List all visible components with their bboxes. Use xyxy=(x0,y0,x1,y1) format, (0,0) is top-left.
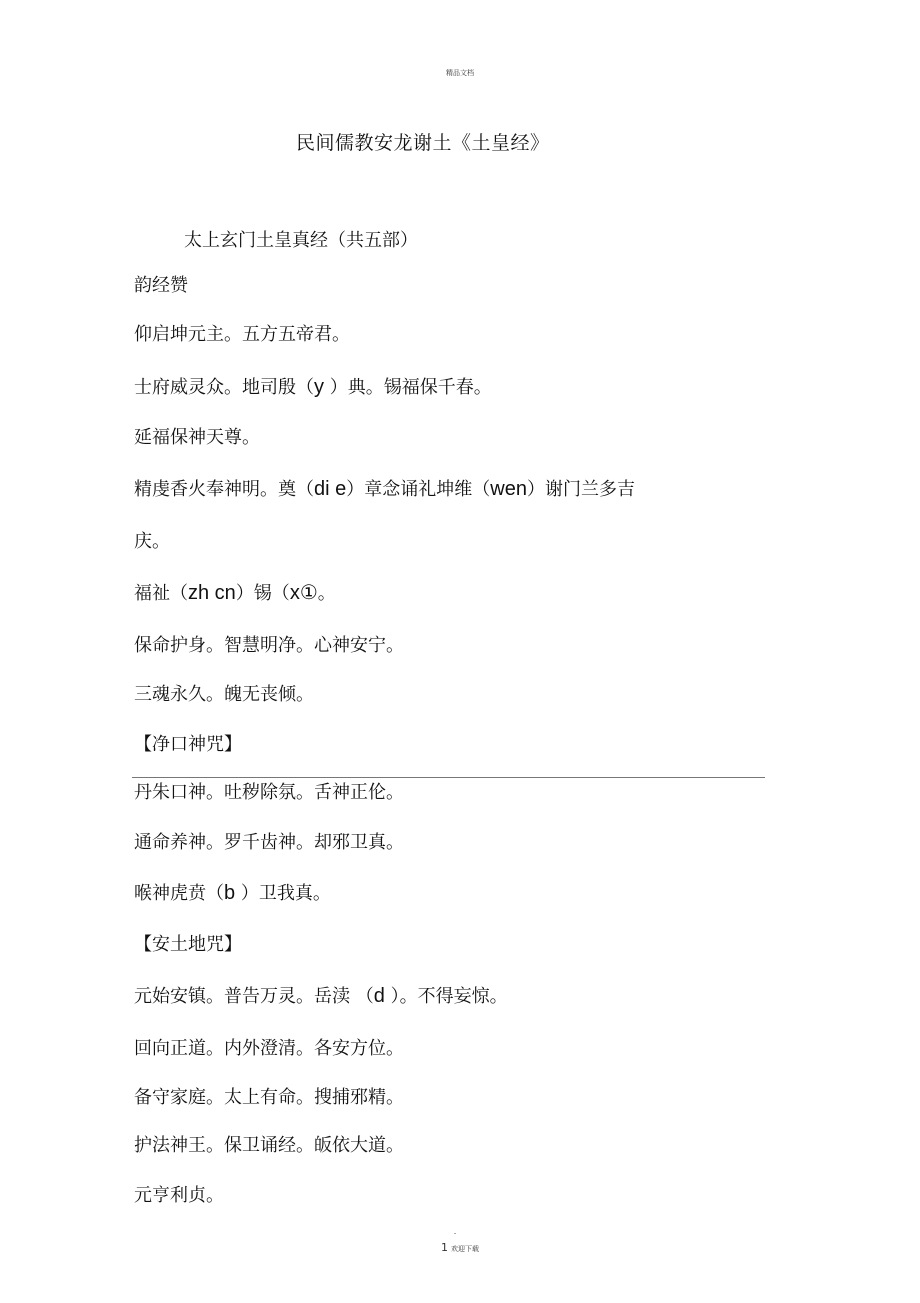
text-line xyxy=(134,581,336,606)
text-segment: 庆。 xyxy=(134,531,170,552)
document-title: 民间儒教安龙谢土《土皇经》 xyxy=(296,132,550,154)
text-segment: 仰启坤元主。五方五帝君。 xyxy=(134,324,350,345)
text-segment: ）锡（ xyxy=(235,583,290,604)
text-segment: 韵经赞 xyxy=(134,275,188,296)
text-line xyxy=(134,831,404,855)
text-segment: ）。不得妄惊。 xyxy=(384,986,508,1007)
page-footer xyxy=(0,1228,920,1255)
pinyin-annotation: wen xyxy=(490,478,527,500)
text-line xyxy=(134,1086,404,1110)
footer-dot: . xyxy=(453,1227,457,1236)
pinyin-annotation: b xyxy=(224,882,236,904)
pinyin-annotation: zh cn xyxy=(188,582,236,604)
text-segment: 备守家庭。太上有命。搜捕邪精。 xyxy=(134,1087,404,1108)
text-line xyxy=(134,530,170,554)
text-segment: 士府威灵众。地司殷（ xyxy=(134,377,314,398)
text-line xyxy=(134,933,242,957)
text-segment: 精虔香火奉神明。奠（ xyxy=(134,479,314,500)
text-segment: 延福保神天尊。 xyxy=(134,427,260,448)
header-mark: 精品文档 xyxy=(446,69,474,77)
text-segment: 回向正道。内外澄清。各安方位。 xyxy=(134,1038,404,1059)
text-line xyxy=(134,781,404,805)
text-segment: 福祉（ xyxy=(134,583,188,604)
text-line xyxy=(134,477,635,502)
document-subtitle: 太上玄门土皇真经（共五部） xyxy=(184,230,418,251)
text-segment: 。 xyxy=(317,583,336,604)
text-segment: 元亨利贞。 xyxy=(134,1185,224,1206)
text-line xyxy=(134,634,404,658)
text-segment: 【安土地咒】 xyxy=(134,934,242,955)
text-line xyxy=(134,426,260,450)
pinyin-annotation: x① xyxy=(289,582,318,604)
pinyin-annotation: y xyxy=(314,376,324,398)
text-line xyxy=(134,1184,224,1208)
text-line xyxy=(134,984,508,1009)
text-segment: ）卫我真。 xyxy=(235,883,331,904)
text-line xyxy=(134,733,242,757)
text-line xyxy=(134,1037,404,1061)
page-number: 1 xyxy=(441,1241,448,1254)
text-segment: 三魂永久。魄无丧倾。 xyxy=(134,684,314,705)
text-segment: 通命养神。罗千齿神。却邪卫真。 xyxy=(134,832,404,853)
text-line xyxy=(134,323,350,347)
text-line xyxy=(134,274,188,298)
pinyin-annotation: d xyxy=(373,985,385,1007)
text-segment: ）典。锡福保千春。 xyxy=(324,377,492,398)
text-segment: 丹朱口神。吐秽除氛。舌神正伦。 xyxy=(134,782,404,803)
text-segment: 【净口神咒】 xyxy=(134,734,242,755)
text-segment: 喉神虎贲（ xyxy=(134,883,224,904)
pinyin-annotation: di e xyxy=(314,478,347,500)
horizontal-rule xyxy=(132,777,765,778)
text-line xyxy=(134,881,331,906)
text-segment: 护法神王。保卫诵经。皈依大道。 xyxy=(134,1135,404,1156)
text-line xyxy=(134,1134,404,1158)
text-segment: ）章念诵礼坤维（ xyxy=(346,479,491,500)
text-segment: 保命护身。智慧明净。心神安宁。 xyxy=(134,635,404,656)
footer-text: 欢迎下载 xyxy=(451,1245,479,1253)
text-line xyxy=(134,683,314,707)
text-segment: 元始安镇。普告万灵。岳渎 （ xyxy=(134,986,374,1007)
text-segment: ）谢门兰多吉 xyxy=(526,479,635,500)
text-line xyxy=(134,375,492,400)
